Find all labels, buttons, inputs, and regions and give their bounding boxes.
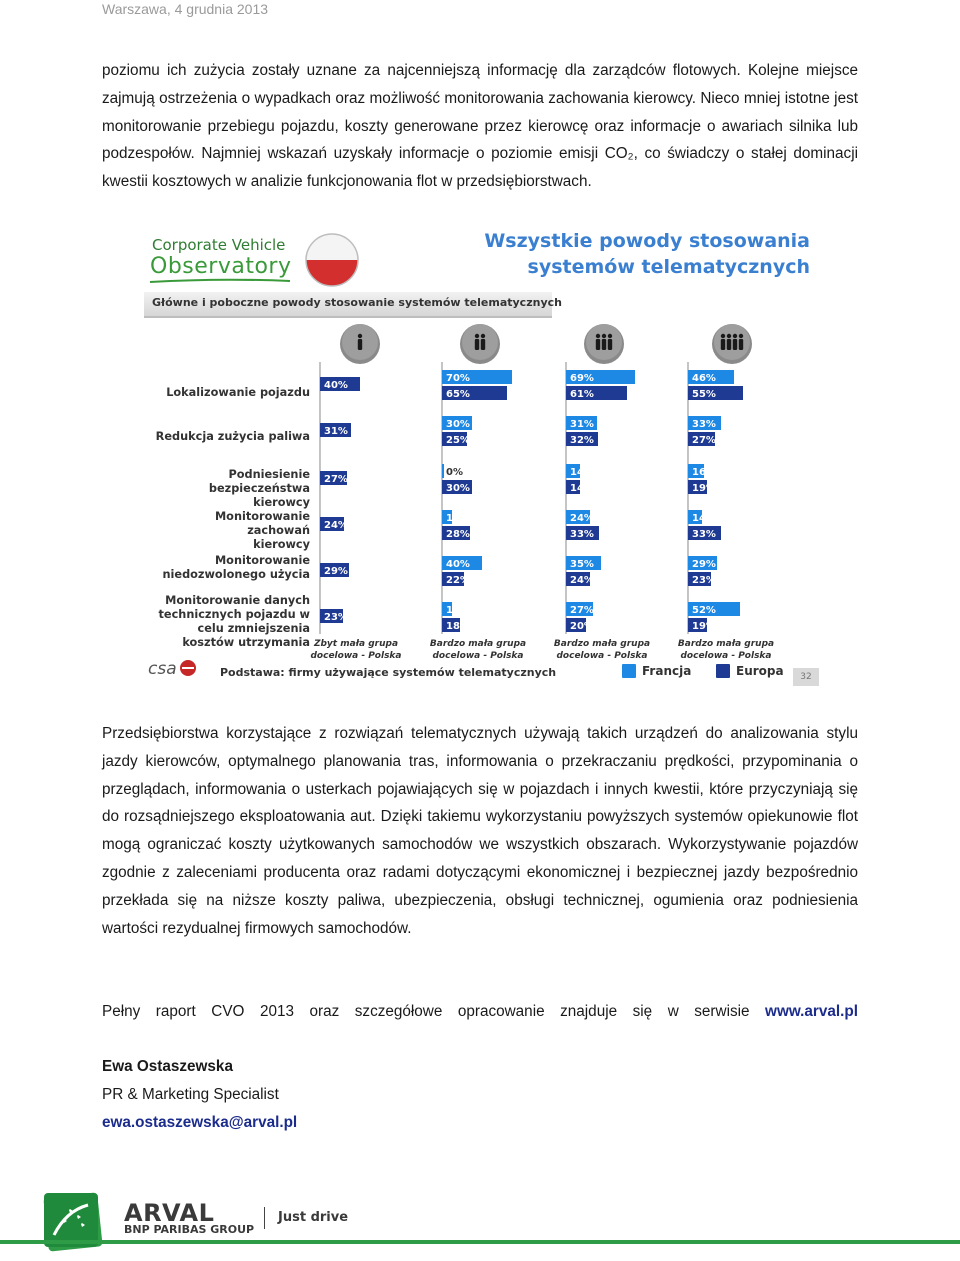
fleet-label-line: docelowa - Polska (310, 651, 402, 661)
fleet-label-line: docelowa - Polska (556, 651, 648, 661)
bar-label-g2-r1-s1: 32% (570, 435, 594, 446)
bar-label-g3-r0-s0: 46% (692, 373, 716, 384)
row-label-line: Redukcja zużycia paliwa (155, 430, 310, 443)
bar-label-g1-r0-s0: 70% (446, 373, 470, 384)
bar-label-g3-r4-s0: 29% (692, 559, 716, 570)
csa-logo (146, 656, 198, 680)
bar-label-g3-r1-s0: 33% (692, 419, 716, 430)
base-note: Podstawa: firmy używające systemów telematycznych (220, 666, 557, 679)
figure-title-line1: Wszystkie powody stosowania (484, 230, 810, 252)
arval-website-link[interactable]: www.arval.pl (765, 1003, 858, 1020)
fleet-label-line: Bardzo mała grupa (553, 639, 651, 649)
bar-label-g1-r5-s1: 18% (446, 621, 470, 632)
bar-label-g2-r4-s0: 35% (570, 559, 594, 570)
body-paragraph: Przedsiębiorstwa korzystające z rozwiązań telematycznych używają takich urządzeń do analizowania stylu jazdy kierowców, optymalnego planowania tras, informowania o przekraczaniu prędkości, przypominania o przeglądach, informowania o usterkach pojawiających się w pojazdach i innych kwestii, które przyczyniają się do rozsądniejszego eksploatowania aut. Dzięki takiemu wykorzystaniu powyższych systemów opiekunowie flot mogą ograniczać koszty użytkowanych samochodów we wszystkich obszarach. Wykorzystywanie pojazdów zgodnie z zaleceniami producenta oraz radami dotyczącymi ekonomicznej i bezpiecznej jazdy bezpośrednio przekłada się na niższe koszty paliwa, ubezpieczenia, obsługi technicznej, ogumienia oraz podniesienia wartości rezydualnej firmowych samochodów. (102, 725, 858, 937)
chart-bars (142, 222, 820, 688)
footer-separator (264, 1207, 265, 1229)
bar-label-g2-r0-s0: 69% (570, 373, 594, 384)
fleet-label-line: docelowa - Polska (680, 651, 772, 661)
bar-label-g0-r4-s0: 29% (324, 566, 348, 577)
bar-label-g0-r2-s0: 27% (324, 474, 348, 485)
bar-label-g0-r3-s0: 24% (324, 520, 348, 531)
report-word: w (667, 1003, 679, 1020)
bar-label-g3-r0-s1: 55% (692, 389, 716, 400)
intro-paragraph: poziomu ich zużycia zostały uznane za najcenniejszą informację dla zarządców flotowych. Kolejne miejsce zajmują ostrzeżenia o wypadkach oraz możliwość monitorowania zachowania kierowcy. Nieco mniej istotne jest monitorowanie przebiegu pojazdu, koszty generowane przez kierowcę oraz informacje o awariach silnika lub podzespołów. Najmniej wskazań uzyskały informacje o poziomie emisji CO₂, co świadczy o stałej dominacji kwestii kosztowych w analizie funkcjonowania flot w przedsiębiorstwach. (102, 62, 858, 191)
csa-logo-text: csa (148, 659, 177, 679)
telematics-figure (142, 222, 820, 688)
legend-europe-swatch (716, 664, 730, 678)
bar-label-g2-r5-s0: 27% (570, 605, 594, 616)
figure-title-line2: systemów telematycznych (527, 256, 810, 278)
bar-label-g1-r2-s0: 0% (446, 467, 463, 478)
bar-label-g3-r2-s1: 19% (692, 483, 716, 494)
bar-label-g1-r4-s0: 40% (446, 559, 470, 570)
row-label-line: Monitorowanie danych (165, 594, 310, 607)
contact-name: Ewa Ostaszewska (102, 1058, 233, 1075)
contact-role: PR & Marketing Specialist (102, 1085, 279, 1103)
row-label-line: Lokalizowanie pojazdu (166, 386, 310, 399)
cvo-logo-line1: Corporate Vehicle (152, 236, 286, 254)
cvo-logo-line2: Observatory (150, 254, 292, 279)
report-word: się (632, 1003, 653, 1020)
legend-europe-label: Europa (736, 664, 784, 678)
row-label-line: kosztów utrzymania (182, 636, 310, 649)
report-line (102, 998, 858, 1026)
slide-page-number: 32 (793, 668, 819, 686)
bar-label-g3-r4-s1: 23% (692, 575, 716, 586)
bar-label-g1-r1-s1: 25% (446, 435, 470, 446)
bar-label-g2-r2-s1: 14% (570, 483, 594, 494)
bar-label-g0-r5-s0: 23% (324, 612, 348, 623)
row-label-line: niedozwolonego użycia (162, 568, 310, 581)
row-label-line: technicznych pojazdu w (158, 608, 310, 621)
bar-label-g3-r3-s1: 33% (692, 529, 716, 540)
bar-label-g1-r1-s0: 30% (446, 419, 470, 430)
bar-label-g3-r2-s0: 16% (692, 467, 716, 478)
row-label-line: celu zmniejszenia (197, 622, 310, 635)
fleet-label-line: docelowa - Polska (432, 651, 524, 661)
bar-francja-g1-r2 (442, 464, 444, 478)
row-label-line: kierowcy (253, 538, 310, 551)
fleet-label-line: Bardzo mała grupa (429, 639, 527, 649)
bar-label-g3-r3-s0: 14% (692, 513, 716, 524)
row-label-line: Monitorowanie zachowań (214, 510, 310, 537)
report-word: CVO (211, 1003, 245, 1020)
bar-label-g1-r4-s1: 22% (446, 575, 470, 586)
report-word: serwisie (694, 1003, 750, 1020)
report-word: Pełny (102, 1003, 141, 1020)
footer-green-line (0, 1240, 960, 1244)
row-label-line: Monitorowanie (214, 554, 310, 567)
bar-label-g0-r0-s0: 40% (324, 380, 348, 391)
bar-label-g2-r2-s0: 14% (570, 467, 594, 478)
bar-label-g3-r5-s1: 19% (692, 621, 716, 632)
row-label-line: Podniesienie (228, 468, 310, 481)
contact-block (102, 1053, 297, 1136)
bar-label-g2-r3-s1: 33% (570, 529, 594, 540)
bar-label-g2-r5-s1: 20% (570, 621, 594, 632)
legend-france-label: Francja (642, 664, 692, 678)
figure-subtitle: Główne i poboczne powody stosowanie systemów telematycznych (152, 296, 562, 309)
bar-label-g2-r0-s1: 61% (570, 389, 594, 400)
report-word: szczegółowe (354, 1003, 443, 1020)
legend-france-swatch (622, 664, 636, 678)
bar-label-g2-r3-s0: 24% (570, 513, 594, 524)
arval-group-name: BNP PARIBAS GROUP (124, 1223, 255, 1236)
bar-label-g1-r3-s1: 28% (446, 529, 470, 540)
report-word: 2013 (259, 1003, 294, 1020)
bar-label-g1-r0-s1: 65% (446, 389, 470, 400)
report-word: oraz (309, 1003, 340, 1020)
bar-label-g2-r1-s0: 31% (570, 419, 594, 430)
bar-label-g3-r1-s1: 27% (692, 435, 716, 446)
bar-label-g0-r1-s0: 31% (324, 426, 348, 437)
bar-label-g3-r5-s0: 52% (692, 605, 716, 616)
fleet-label-line: Bardzo mała grupa (677, 639, 775, 649)
report-word: raport (155, 1003, 196, 1020)
legend-france (622, 664, 691, 678)
contact-email-link[interactable]: ewa.ostaszewska@arval.pl (102, 1113, 298, 1131)
report-word: znajduje (560, 1003, 618, 1020)
fleet-label-line: Zbyt mała grupa (313, 639, 399, 649)
arval-brand-name: ARVAL (124, 1199, 215, 1227)
legend-europe (716, 664, 784, 678)
bar-label-g1-r2-s1: 30% (446, 483, 470, 494)
bar-label-g1-r3-s0: 10% (446, 513, 470, 524)
header-date: Warszawa, 4 grudnia 2013 (102, 1, 269, 17)
row-label-line: bezpieczeństwa kierowcy (208, 482, 310, 509)
footer-tagline: Just drive (278, 1210, 349, 1225)
footer (0, 1185, 960, 1261)
bar-label-g2-r4-s1: 24% (570, 575, 594, 586)
bar-label-g1-r5-s0: 10% (446, 605, 470, 616)
report-word: opracowanie (457, 1003, 545, 1020)
